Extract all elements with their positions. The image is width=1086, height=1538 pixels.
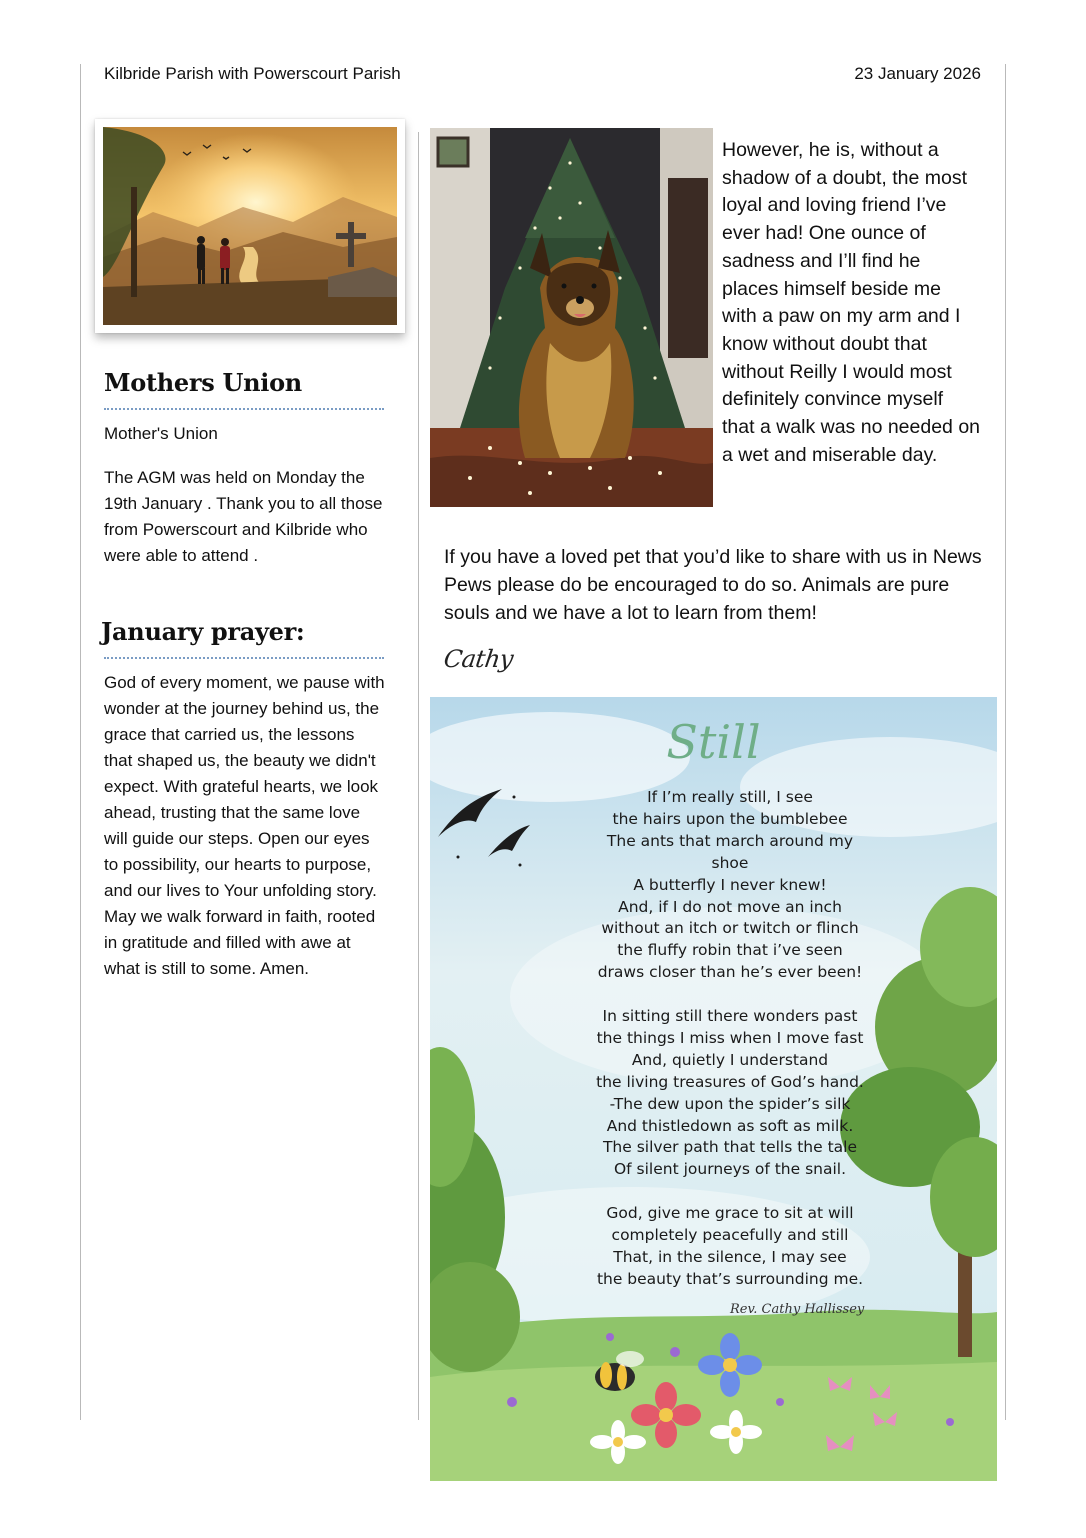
right-column-rule (1005, 64, 1006, 1420)
mothers-union-divider (104, 408, 384, 410)
still-poem-card (430, 697, 997, 1481)
mothers-union-title: Mothers Union (104, 368, 302, 397)
poem-line: That, in the silence, I may see (613, 1248, 847, 1266)
poem-line: -The dew upon the spider’s silk (609, 1094, 851, 1113)
poem-line: the beauty that’s surrounding me. (596, 1269, 864, 1288)
poem-line: the living treasures of God’s hand. (596, 1072, 864, 1091)
reilly-paragraph: However, he is, without a shadow of a doubt, the most loyal and loving friend I’ve ever had! One ounce of sadness and I’ll find he places himself beside me with a paw on my arm and I know without doubt that without Reilly I would most definitely convince myself that a walk was no needed on a wet and miserable day. (722, 139, 981, 466)
poem-line: the hairs upon the bumblebee (612, 809, 848, 828)
parish-header: Kilbride Parish with Powerscourt Parish (104, 64, 401, 83)
poem-line: And, quietly I understand (631, 1050, 829, 1069)
poem-line: In sitting still there wonders past (602, 1007, 858, 1026)
poem-line: And, if I do not move an inch (618, 897, 842, 916)
poem-stanza-3 (490, 1203, 970, 1291)
poem-line: A butterfly I never knew! (633, 875, 827, 894)
poem-line: Of silent journeys of the snail. (613, 1160, 847, 1179)
poem-line: draws closer than he’s ever been! (597, 963, 863, 982)
middle-column-rule (418, 132, 419, 1420)
poem-line: shoe (711, 853, 749, 872)
january-prayer-divider (104, 657, 384, 659)
poem-line: the things I miss when I move fast (596, 1028, 864, 1047)
poem-line: The ants that march around my (606, 831, 854, 850)
poem-line: completely peacefully and still (611, 1226, 849, 1245)
poem-stanza-1 (490, 787, 970, 984)
sunset-couple-image (95, 119, 405, 333)
poem-author-signature: Rev. Cathy Hallissey (730, 1302, 865, 1317)
poem-line: the fluffy robin that i’ve seen (617, 941, 843, 960)
january-prayer-title: January prayer: (101, 617, 305, 646)
poem-title: Still (666, 715, 761, 769)
poem-line: And thistledown as soft as milk. (606, 1116, 854, 1135)
poem-line: without an itch or twitch or flinch (601, 919, 859, 938)
poem-line: If I’m really still, I see (647, 788, 813, 806)
poem-body (490, 787, 970, 1313)
poem-line: God, give me grace to sit at will (606, 1204, 854, 1223)
poem-line: The silver path that tells the tale (602, 1138, 858, 1157)
mothers-union-subtitle: Mother's Union (104, 424, 218, 443)
poem-stanza-2 (490, 1006, 970, 1181)
dog-christmas-tree-photo (430, 128, 713, 507)
mothers-union-body: The AGM was held on Monday the 19th January . Thank you to all those from Powerscourt and Kilbride who were able to attend . (104, 468, 383, 565)
left-column-rule (80, 64, 81, 1420)
author-signature: Cathy (442, 645, 515, 673)
share-pet-paragraph: If you have a loved pet that you’d like to share with us in News Pews please do be encouraged to do so. Animals are pure souls and we have a lot to learn from them! (444, 546, 982, 624)
issue-date: 23 January 2026 (854, 64, 981, 83)
january-prayer-body: God of every moment, we pause with wonder at the journey behind us, the grace that carried us, the lessons that shaped us, the beauty we didn't expect. With grateful hearts, we look ahead, trusting that the same love will guide our steps. Open our eyes to possibility, our hearts to purpose, and our lives to Your unfolding story. May we walk forward in faith, rooted in gratitude and filled with awe at what is still to some. Amen. (104, 673, 385, 978)
